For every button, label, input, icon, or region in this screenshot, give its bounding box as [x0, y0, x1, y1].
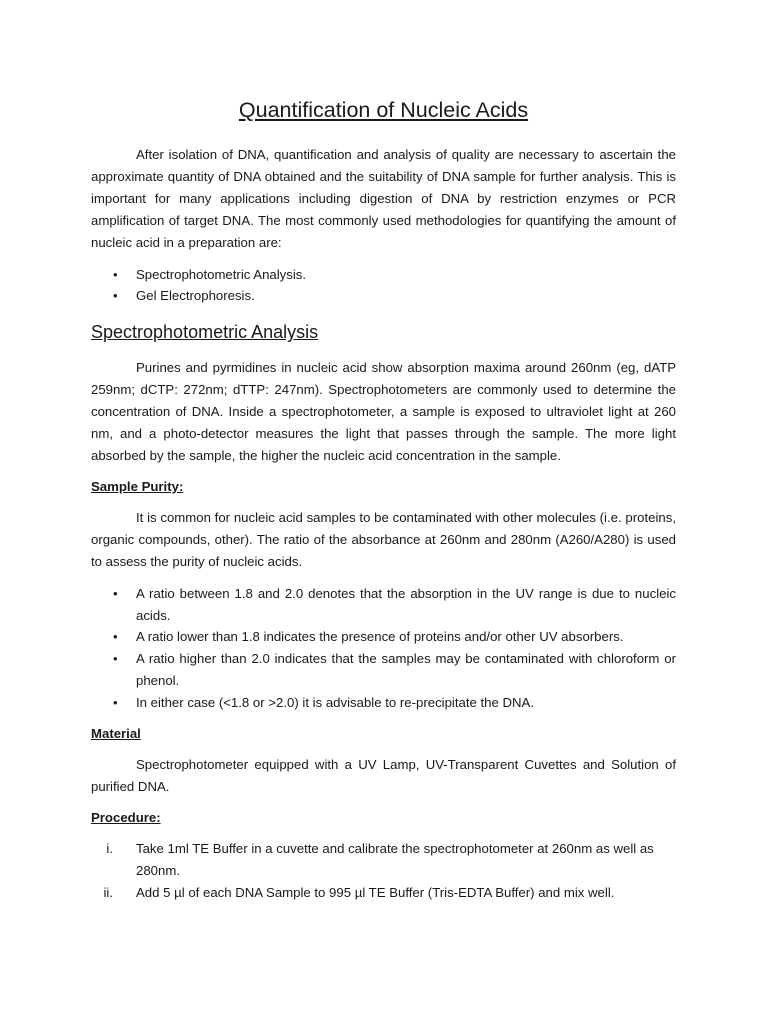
sample-purity-paragraph: It is common for nucleic acid samples to be contaminated with other molecules (i.e. proteins, organic compounds, other). The ratio of the absorbance at 260nm and 280nm (A260/A280) is used to assess the purity of nucleic acids.	[91, 509, 676, 569]
page-title: Quantification of Nucleic Acids	[238, 98, 529, 122]
sample-purity-heading: Sample Purity:	[91, 478, 184, 494]
bullet-icon: •	[113, 629, 118, 645]
list-item: ii. Add 5 µl of each DNA Sample to 995 µl TE Buffer (Tris-EDTA Buffer) and mix well.	[91, 882, 676, 904]
bullet-icon: •	[113, 695, 118, 711]
bullet-icon: •	[113, 288, 118, 304]
bullet-icon: •	[113, 651, 118, 667]
spectrophotometric-paragraph: Purines and pyrmidines in nucleic acid show absorption maxima around 260nm (eg, dATP 259nm; dCTP: 272nm; dTTP: 247nm). Spectrophotometers are commonly used to determine the concentration of DNA. Inside a spectrophotometer, a sample is exposed to ultraviolet light at 260 nm, and a photo-detector measures the light that passes through the sample. The more light absorbed by the sample, the higher the nucleic acid concentration in the sample.	[91, 360, 676, 463]
bullet-icon: •	[113, 266, 118, 282]
list-item: • A ratio lower than 1.8 indicates the presence of proteins and/or other UV absorbers.	[91, 626, 676, 648]
list-item: • A ratio between 1.8 and 2.0 denotes that the absorption in the UV range is due to nucleic acids.	[91, 583, 676, 627]
step-number: i.	[106, 840, 113, 856]
purity-points-list	[91, 583, 676, 714]
procedure-heading: Procedure:	[91, 809, 161, 825]
bullet-icon: •	[113, 585, 118, 601]
list-item: • A ratio higher than 2.0 indicates that the samples may be contaminated with chloroform or phenol.	[91, 648, 676, 692]
list-item: • Spectrophotometric Analysis.	[91, 264, 676, 286]
methods-list	[91, 264, 676, 308]
list-item: i. Take 1ml TE Buffer in a cuvette and calibrate the spectrophotometer at 260nm as well as 280nm.	[91, 838, 676, 882]
intro-paragraph: After isolation of DNA, quantification and analysis of quality are necessary to ascertain the approximate quantity of DNA obtained and the suitability of DNA sample for further analysis. This is important for many applications including digestion of DNA by restriction enzymes or PCR amplification of target DNA. The most commonly used methodologies for quantifying the amount of nucleic acid in a preparation are:	[91, 147, 676, 250]
step-number: ii.	[103, 884, 113, 900]
procedure-steps-list	[91, 838, 676, 904]
list-item: • Gel Electrophoresis.	[91, 285, 676, 307]
list-item: • In either case (<1.8 or >2.0) it is advisable to re-precipitate the DNA.	[91, 692, 676, 714]
material-heading: Material	[91, 726, 141, 742]
section-heading-spectrophotometric: Spectrophotometric Analysis	[91, 322, 319, 343]
material-paragraph: Spectrophotometer equipped with a UV Lamp, UV-Transparent Cuvettes and Solution of purified DNA.	[91, 757, 676, 794]
